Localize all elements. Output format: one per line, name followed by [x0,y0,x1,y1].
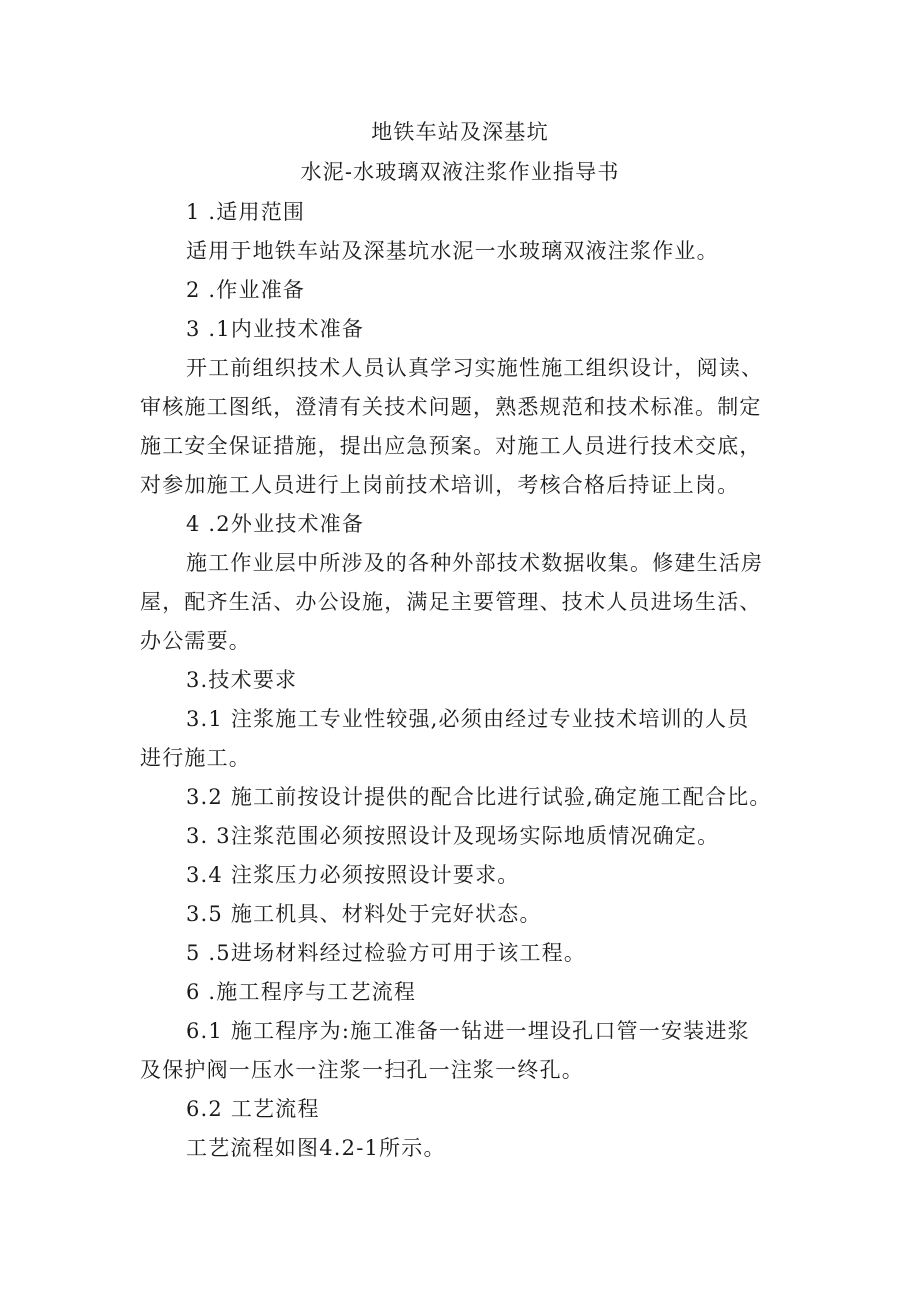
section-heading-3: 3.技术要求 [186,668,298,692]
section-heading-1: 1 .适用范围 [186,200,306,224]
paragraph-line: 及保护阀一压水一注浆一扫孔一注浆一终孔。 [140,1058,584,1082]
subsection-heading: 3 .1内业技术准备 [186,317,365,341]
paragraph-line: 3.2 施工前按设计提供的配合比进行试验,确定施工配合比。 [186,785,772,809]
paragraph-line: 5 .5进场材料经过检验方可用于该工程。 [186,941,587,965]
paragraph-line: 工艺流程如图4.2-1所示。 [186,1136,446,1160]
paragraph-line: 3.4 注浆压力必须按照设计要求。 [186,863,520,887]
paragraph-line: 6.1 施工程序为:施工准备一钻进一埋设孔口管一安装进浆 [186,1019,750,1043]
paragraph-line: 办公需要。 [140,629,251,653]
paragraph-line: 3. 3注浆范围必须按照设计及现场实际地质情况确定。 [186,824,720,848]
paragraph-line: 施工作业层中所涉及的各种外部技术数据收集。修建生活房 [186,551,764,575]
subsection-heading: 6.2 工艺流程 [186,1097,320,1121]
document-title-line-2: 水泥-水玻璃双液注浆作业指导书 [300,160,620,184]
paragraph-line: 施工安全保证措施，提出应急预案。对施工人员进行技术交底， [140,434,762,458]
paragraph-line: 3.1 注浆施工专业性较强,必须由经过专业技术培训的人员 [186,707,750,731]
paragraph-line: 开工前组织技术人员认真学习实施性施工组织设计，阅读、 [186,356,764,380]
section-heading-6: 6 .施工程序与工艺流程 [186,980,417,1004]
paragraph-line: 适用于地铁车站及深基坑水泥一水玻璃双液注浆作业。 [186,239,719,263]
paragraph-line: 屋，配齐生活、办公设施，满足主要管理、技术人员进场生活、 [140,590,762,614]
subsection-heading: 4 .2外业技术准备 [186,512,365,536]
document-title-line-1: 地铁车站及深基坑 [371,120,549,144]
paragraph-line: 对参加施工人员进行上岗前技术培训，考核合格后持证上岗。 [140,473,740,497]
paragraph-line: 进行施工。 [140,746,251,770]
paragraph-line: 审核施工图纸，澄清有关技术问题，熟悉规范和技术标准。制定 [140,395,762,419]
section-heading-2: 2 .作业准备 [186,278,306,302]
paragraph-line: 3.5 施工机具、材料处于完好状态。 [186,902,542,926]
